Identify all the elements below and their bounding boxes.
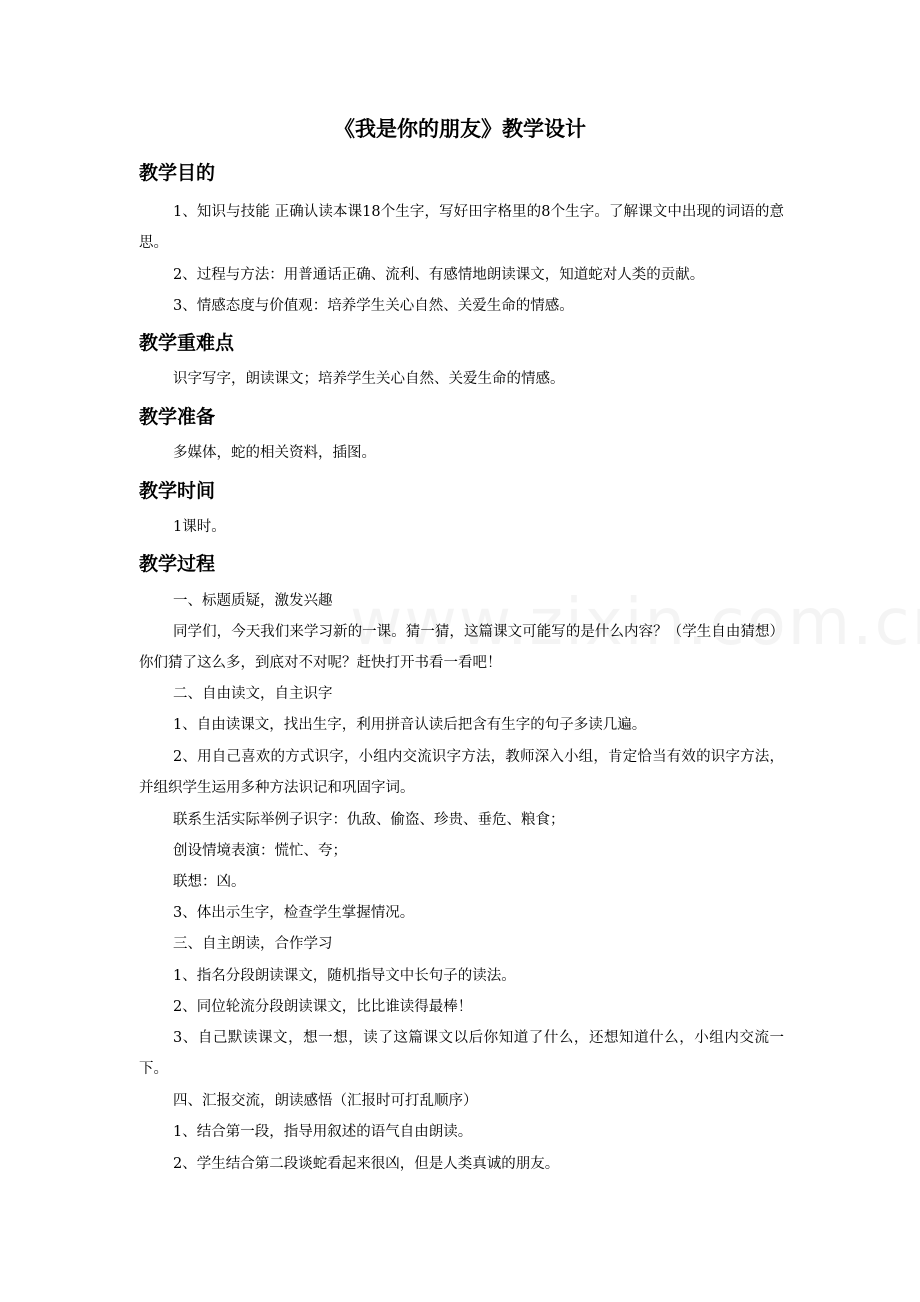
paragraph: 一、标题质疑，激发兴趣 (173, 593, 333, 609)
paragraph: 二、自由读文，自主识字 (173, 686, 333, 702)
paragraph: 三、自主朗读，合作学习 (173, 936, 333, 952)
paragraph: 3、情感态度与价值观：培养学生关心自然、关爱生命的情感。 (173, 298, 574, 314)
paragraph: 1、自由读课文，找出生字，利用拼音认读后把含有生字的句子多读几遍。 (173, 717, 647, 733)
paragraph: 识字写字，朗读课文；培养学生关心自然、关爱生命的情感。 (173, 371, 565, 387)
paragraph: 1、结合第一段，指导用叙述的语气自由朗读。 (173, 1124, 473, 1140)
paragraph: 3、自己默读课文，想一想，读了这篇课文以后你知道了什么，还想知道什么，小组内交流一下。 (139, 1030, 784, 1077)
section-heading-time: 教学时间 (139, 480, 216, 502)
paragraph: 四、汇报交流，朗读感悟（汇报时可打乱顺序） (173, 1093, 478, 1109)
paragraph: 2、同位轮流分段朗读课文，比比谁读得最棒！ (173, 999, 473, 1015)
section-heading-preparation: 教学准备 (139, 406, 216, 428)
section-heading-process: 教学过程 (139, 553, 216, 575)
paragraph: 创设情境表演：慌忙、夸； (173, 843, 347, 859)
paragraph: 2、用自己喜欢的方式识字，小组内交流识字方法，教师深入小组，肯定恰当有效的识字方法，并组织学生运用多种方法识记和巩固字词。 (139, 749, 784, 796)
paragraph: 1、指名分段朗读课文，随机指导文中长句子的读法。 (173, 968, 516, 984)
paragraph: 联系生活实际举例子识字：仇敌、偷盗、珍贵、垂危、粮食； (173, 812, 565, 828)
paragraph: 2、过程与方法：用普通话正确、流利、有感情地朗读课文，知道蛇对人类的贡献。 (173, 267, 705, 283)
paragraph: 1课时。 (173, 519, 226, 535)
paragraph: 2、学生结合第二段谈蛇看起来很凶，但是人类真诚的朋友。 (173, 1156, 560, 1172)
paragraph: 同学们，今天我们来学习新的一课。猜一猜，这篇课文可能写的是什么内容？（学生自由猜想）你们猜了这么多，到底对不对呢？赶快打开书看一看吧！ (139, 624, 784, 671)
paragraph: 多媒体，蛇的相关资料，插图。 (173, 445, 376, 461)
section-heading-key-points: 教学重难点 (139, 332, 235, 354)
paragraph: 1、知识与技能 正确认读本课18个生字，写好田字格里的8个生字。了解课文中出现的词语的意思。 (139, 204, 784, 251)
paragraph: 3、体出示生字，检查学生掌握情况。 (173, 905, 415, 921)
section-heading-goals: 教学目的 (139, 162, 216, 184)
document-title: 《我是你的朋友》教学设计 (334, 117, 586, 141)
paragraph: 联想：凶。 (173, 874, 246, 890)
